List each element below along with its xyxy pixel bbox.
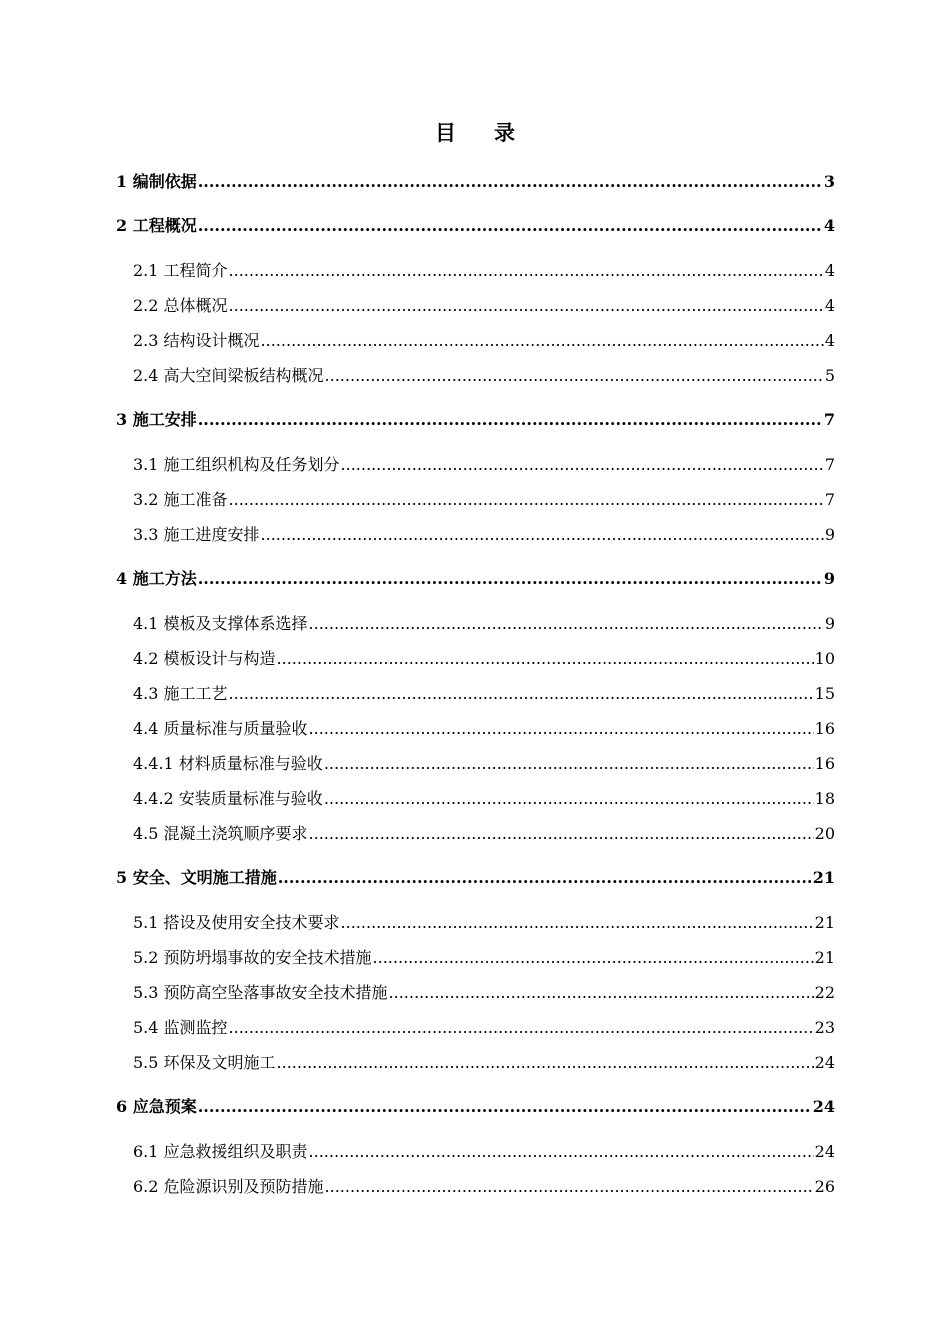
toc-entry-label: 5.1 搭设及使用安全技术要求 — [133, 913, 340, 932]
toc-entry-page: 26 — [814, 1177, 835, 1196]
toc-entry-label: 4.3 施工工艺 — [133, 684, 228, 703]
dot-leader — [261, 524, 824, 546]
dot-leader — [309, 823, 814, 845]
toc-entry-label: 4.1 模板及支撑体系选择 — [133, 614, 308, 633]
toc-entry-page: 16 — [814, 719, 835, 738]
toc-entry-label: 2.1 工程简介 — [133, 261, 228, 280]
toc-entry-page: 20 — [814, 824, 835, 843]
dot-leader — [324, 753, 814, 775]
toc-entry-label: 3.2 施工准备 — [133, 490, 228, 509]
dot-leader — [309, 613, 824, 635]
toc-entry[interactable] — [0, 718, 950, 742]
toc-entry-page: 21 — [814, 913, 835, 932]
toc-entry[interactable] — [0, 912, 950, 936]
toc-entry-label: 5 安全、文明施工措施 — [116, 868, 277, 887]
toc-entry-page: 4 — [824, 261, 835, 280]
toc-entry-label: 1 编制依据 — [116, 172, 197, 191]
toc-entry-page: 10 — [814, 649, 835, 668]
toc-entry-label: 5.4 监测监控 — [133, 1018, 228, 1037]
toc-entry-label: 4.4.2 安装质量标准与验收 — [133, 789, 323, 808]
toc-entry[interactable] — [0, 365, 950, 389]
toc-entry-page: 24 — [814, 1142, 835, 1161]
toc-entry-label: 4.4.1 材料质量标准与验收 — [133, 754, 323, 773]
toc-entry-label: 4.5 混凝土浇筑顺序要求 — [133, 824, 308, 843]
toc-entry-page: 3 — [823, 172, 835, 191]
toc-entry-page: 22 — [814, 983, 835, 1002]
dot-leader — [198, 171, 823, 193]
dot-leader — [229, 295, 824, 317]
dot-leader — [389, 982, 814, 1004]
toc-entry[interactable] — [0, 788, 950, 812]
toc-entry[interactable] — [0, 409, 950, 433]
toc-entry[interactable] — [0, 260, 950, 284]
toc-entry[interactable] — [0, 823, 950, 847]
dot-leader — [309, 718, 814, 740]
toc-entry[interactable] — [0, 295, 950, 319]
toc-entry-page: 24 — [814, 1053, 835, 1072]
dot-leader — [198, 215, 823, 237]
dot-leader — [198, 409, 823, 431]
dot-leader — [198, 1096, 812, 1118]
toc-entry-label: 3.1 施工组织机构及任务划分 — [133, 455, 340, 474]
dot-leader — [277, 1052, 814, 1074]
toc-entry-label: 6.2 危险源识别及预防措施 — [133, 1177, 324, 1196]
toc-entry-page: 5 — [824, 366, 835, 385]
dot-leader — [373, 947, 814, 969]
toc-entry[interactable] — [0, 648, 950, 672]
toc-entry-page: 21 — [814, 948, 835, 967]
dot-leader — [278, 867, 812, 889]
toc-entry-page: 18 — [814, 789, 835, 808]
dot-leader — [261, 330, 824, 352]
toc-entry[interactable] — [0, 683, 950, 707]
toc-entry-label: 4.2 模板设计与构造 — [133, 649, 276, 668]
toc-entry[interactable] — [0, 613, 950, 637]
dot-leader — [229, 260, 824, 282]
dot-leader — [341, 454, 824, 476]
toc-entry[interactable] — [0, 454, 950, 478]
toc-entry[interactable] — [0, 1176, 950, 1200]
toc-entry[interactable] — [0, 753, 950, 777]
dot-leader — [229, 489, 824, 511]
toc-entry[interactable] — [0, 1096, 950, 1120]
toc-entry-label: 5.2 预防坍塌事故的安全技术措施 — [133, 948, 372, 967]
toc-entry-page: 9 — [823, 569, 835, 588]
toc-entry[interactable] — [0, 1052, 950, 1076]
toc-entry-page: 15 — [814, 684, 835, 703]
dot-leader — [277, 648, 814, 670]
toc-entry-label: 4 施工方法 — [116, 569, 197, 588]
toc-entry[interactable] — [0, 215, 950, 239]
toc-entry[interactable] — [0, 867, 950, 891]
toc-entry-label: 4.4 质量标准与质量验收 — [133, 719, 308, 738]
toc-entry-page: 23 — [814, 1018, 835, 1037]
toc-entry-page: 16 — [814, 754, 835, 773]
dot-leader — [325, 365, 824, 387]
toc-entry-label: 5.3 预防高空坠落事故安全技术措施 — [133, 983, 388, 1002]
toc-entry-label: 5.5 环保及文明施工 — [133, 1053, 276, 1072]
dot-leader — [229, 1017, 814, 1039]
toc-entry-page: 7 — [824, 490, 835, 509]
toc-entry-page: 21 — [812, 868, 835, 887]
toc-entry[interactable] — [0, 982, 950, 1006]
toc-entry-page: 9 — [824, 614, 835, 633]
dot-leader — [341, 912, 814, 934]
toc-entry-page: 4 — [824, 296, 835, 315]
toc-entry[interactable] — [0, 568, 950, 592]
dot-leader — [229, 683, 814, 705]
dot-leader — [198, 568, 823, 590]
dot-leader — [309, 1141, 814, 1163]
toc-entry-label: 2.2 总体概况 — [133, 296, 228, 315]
toc-entry-label: 6.1 应急救援组织及职责 — [133, 1142, 308, 1161]
toc-entry[interactable] — [0, 1017, 950, 1041]
toc-entry-page: 9 — [824, 525, 835, 544]
dot-leader — [325, 1176, 814, 1198]
toc-entry[interactable] — [0, 524, 950, 548]
dot-leader — [324, 788, 814, 810]
toc-entry-page: 4 — [824, 331, 835, 350]
toc-entry-page: 7 — [823, 410, 835, 429]
toc-entry[interactable] — [0, 330, 950, 354]
toc-entry-label: 3 施工安排 — [116, 410, 197, 429]
toc-entry-label: 2 工程概况 — [116, 216, 197, 235]
toc-entry[interactable] — [0, 171, 950, 195]
toc-entry[interactable] — [0, 947, 950, 971]
toc-entry[interactable] — [0, 1141, 950, 1165]
toc-title: 目录 — [435, 120, 553, 145]
toc-entry-label: 3.3 施工进度安排 — [133, 525, 260, 544]
toc-entry-label: 2.3 结构设计概况 — [133, 331, 260, 350]
toc-entry-page: 7 — [824, 455, 835, 474]
toc-entry-label: 2.4 高大空间梁板结构概况 — [133, 366, 324, 385]
toc-entry[interactable] — [0, 489, 950, 513]
toc-entry-label: 6 应急预案 — [116, 1097, 197, 1116]
toc-entry-page: 4 — [823, 216, 835, 235]
toc-entry-page: 24 — [812, 1097, 835, 1116]
